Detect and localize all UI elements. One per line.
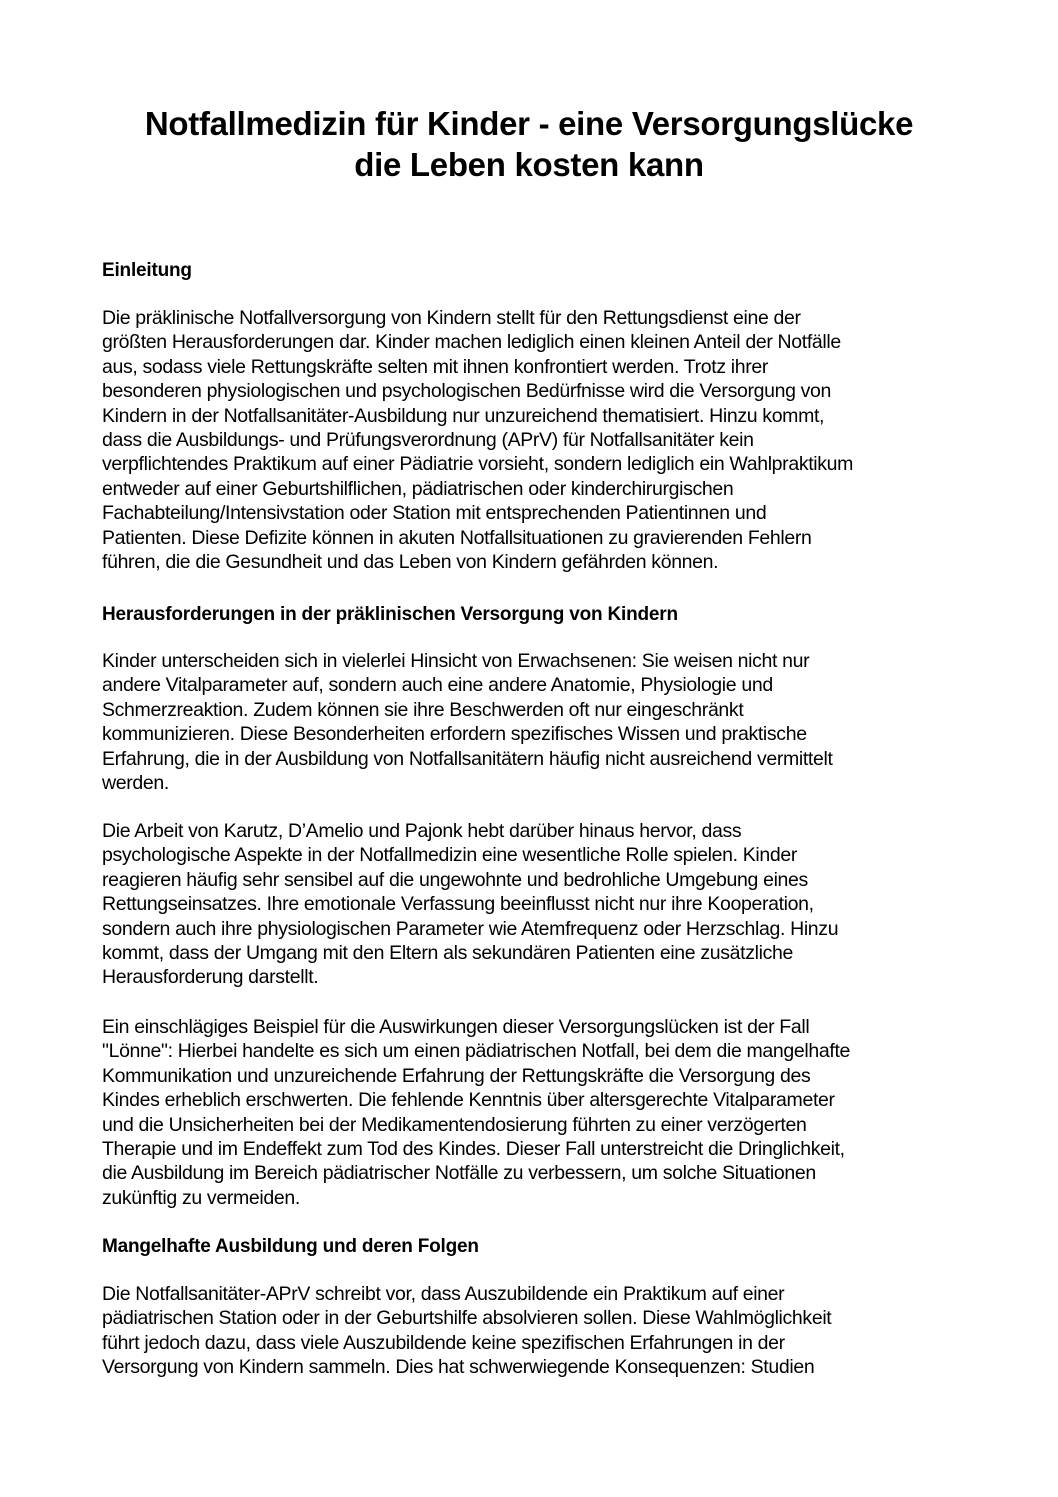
text-line: Versorgung von Kindern sammeln. Dies hat schwerwiegende Konsequenzen: Studien — [102, 1356, 815, 1379]
section-heading-herausforderungen: Herausforderungen in der präklinischen Versorgung von Kindern — [102, 604, 678, 625]
text-line: Kindes erheblich erschwerten. Die fehlende Kenntnis über altersgerechte Vitalparameter — [102, 1089, 835, 1112]
text-line: kommt, dass der Umgang mit den Eltern als sekundären Patienten eine zusätzliche — [102, 942, 793, 965]
text-line: führt jedoch dazu, dass viele Auszubildende keine spezifischen Erfahrungen in der — [102, 1331, 785, 1354]
section-heading-einleitung: Einleitung — [102, 260, 192, 281]
paragraph-herausforderungen-3 — [102, 1015, 972, 1210]
text-line: Rettungseinsatzes. Ihre emotionale Verfassung beeinflusst nicht nur ihre Kooperation, — [102, 893, 814, 916]
text-line: sondern auch ihre physiologischen Parameter wie Atemfrequenz oder Herzschlag. Hinzu — [102, 917, 839, 940]
text-line: Patienten. Diese Defizite können in akuten Notfallsituationen zu gravierenden Fehlern — [102, 526, 812, 549]
text-line: Die präklinische Notfallversorgung von Kindern stellt für den Rettungsdienst eine der — [102, 307, 801, 329]
title-line-1: Notfallmedizin für Kinder - eine Versorgungslücke — [144, 105, 914, 142]
text-line: Fachabteilung/Intensivstation oder Station mit entsprechenden Patientinnen und — [102, 502, 767, 525]
text-line: und die Unsicherheiten bei der Medikamentendosierung führten zu einer verzögerten — [102, 1113, 807, 1136]
text-line: Schmerzreaktion. Zudem können sie ihre Beschwerden oft nur eingeschränkt — [102, 698, 744, 721]
text-line: Kommunikation und unzureichende Erfahrung der Rettungskräfte die Versorgung des — [102, 1064, 811, 1087]
text-line: aus, sodass viele Rettungskräfte selten mit ihnen konfrontiert werden. Trotz ihrer — [102, 355, 769, 378]
paragraph-herausforderungen-2 — [102, 819, 972, 990]
text-line: verpflichtendes Praktikum auf einer Pädiatrie vorsieht, sondern lediglich ein Wahlpraktikum — [102, 453, 854, 476]
text-line: dass die Ausbildungs- und Prüfungsverordnung (APrV) für Notfallsanitäter kein — [102, 429, 754, 452]
text-line: führen, die die Gesundheit und das Leben von Kindern gefährden können. — [102, 551, 719, 574]
paragraph-einleitung — [102, 306, 972, 574]
text-line: Die Arbeit von Karutz, D’Amelio und Pajonk hebt darüber hinaus hervor, dass — [102, 820, 742, 842]
text-line: kommunizieren. Diese Besonderheiten erfordern spezifisches Wissen und praktische — [102, 723, 807, 746]
text-line: Kinder unterscheiden sich in vielerlei Hinsicht von Erwachsenen: Sie weisen nicht nur — [102, 650, 810, 672]
paragraph-mangelhafte-ausbildung — [102, 1282, 972, 1380]
paragraph-herausforderungen-1 — [102, 649, 972, 795]
title-line-2: die Leben kosten kann — [354, 146, 704, 183]
section-heading-mangelhafte-ausbildung: Mangelhafte Ausbildung und deren Folgen — [102, 1236, 479, 1257]
text-line: Kindern in der Notfallsanitäter-Ausbildung nur unzureichend thematisiert. Hinzu kommt, — [102, 404, 825, 427]
text-line: pädiatrischen Station oder in der Geburtshilfe absolvieren sollen. Diese Wahlmöglichkeit — [102, 1307, 832, 1330]
text-line: die Ausbildung im Bereich pädiatrischer Notfälle zu verbessern, um solche Situationen — [102, 1162, 816, 1185]
text-line: entweder auf einer Geburtshilflichen, pädiatrischen oder kinderchirurgischen — [102, 477, 734, 500]
text-line: Die Notfallsanitäter-APrV schreibt vor, dass Auszubildende ein Praktikum auf einer — [102, 1283, 785, 1305]
text-line: zukünftig zu vermeiden. — [102, 1186, 300, 1209]
text-line: "Lönne": Hierbei handelte es sich um einen pädiatrischen Notfall, bei dem die mangelhafte — [102, 1040, 851, 1063]
text-line: Erfahrung, die in der Ausbildung von Notfallsanitätern häufig nicht ausreichend vermittelt — [102, 747, 833, 770]
document-title — [0, 103, 1058, 185]
text-line: werden. — [102, 772, 169, 795]
text-line: andere Vitalparameter auf, sondern auch eine andere Anatomie, Physiologie und — [102, 674, 773, 697]
text-line: Herausforderung darstellt. — [102, 966, 319, 989]
text-line: größten Herausforderungen dar. Kinder machen lediglich einen kleinen Anteil der Notfälle — [102, 331, 841, 354]
text-line: reagieren häufig sehr sensibel auf die ungewohnte und bedrohliche Umgebung eines — [102, 868, 808, 891]
text-line: Therapie und im Endeffekt zum Tod des Kindes. Dieser Fall unterstreicht die Dringlichkeit, — [102, 1138, 845, 1161]
text-line: Ein einschlägiges Beispiel für die Auswirkungen dieser Versorgungslücken ist der Fall — [102, 1016, 810, 1038]
text-line: besonderen physiologischen und psychologischen Bedürfnisse wird die Versorgung von — [102, 380, 832, 403]
text-line: psychologische Aspekte in der Notfallmedizin eine wesentliche Rolle spielen. Kinder — [102, 844, 798, 867]
